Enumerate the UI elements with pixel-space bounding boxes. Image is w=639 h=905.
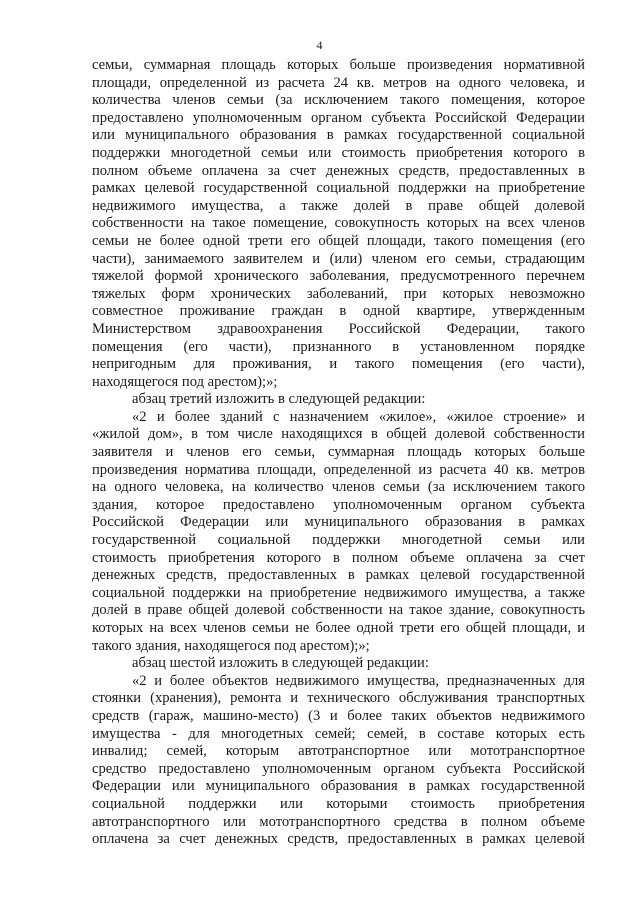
text-line: находящегося под арестом);»;	[92, 373, 278, 390]
text-line: стоимость приобретения которого в полном объеме оплачена за счет	[92, 549, 585, 566]
text-line: автотранспортного или мототранспортного средства в полном объеме	[92, 813, 585, 830]
text-line: абзац третий изложить в следующей редакции:	[132, 391, 426, 408]
text-line: оплачена за счет денежных средств, предоставленных в рамках целевой	[92, 831, 585, 848]
text-line: рамках целевой государственной социальной поддержки на приобретение	[92, 180, 585, 197]
text-line: недвижимого имущества, а также долей в праве общей долевой	[92, 197, 585, 214]
text-line: поддержки многодетной семьи или стоимость приобретения которого в	[92, 144, 585, 161]
text-line: долей в праве общей долевой собственности на такое здание, совокупность	[92, 602, 585, 619]
text-line: непригодным для проживания, и такого помещения (его части),	[92, 356, 585, 373]
text-line: площади, определенной из расчета 24 кв. метров на одного человека, и	[92, 74, 585, 91]
text-line: полном объеме оплачена за счет денежных средств, предоставленных в	[92, 162, 585, 179]
text-line: имущества - для многодетных семей; семей, в составе которых есть	[92, 725, 585, 742]
text-line: Федерации или муниципального образования в рамках государственной	[92, 778, 585, 795]
text-line: тяжелой формой хронического заболевания, предусмотренного перечнем	[92, 268, 585, 285]
text-line: количества членов семьи (за исключением такого помещения, которое	[92, 92, 585, 109]
text-line: предоставлено уполномоченным органом субъекта Российской Федерации	[92, 109, 585, 126]
text-line: «2 и более объектов недвижимого имущества, предназначенных для	[132, 672, 585, 689]
text-line: Российской Федерации или муниципального образования в рамках	[92, 514, 585, 531]
text-line: собственности на такое помещение, совокупность которых на всех членов	[92, 215, 585, 232]
text-line: помещения (его части), признанного в установленном порядке	[92, 338, 585, 355]
text-line: стоянки (хранения), ремонта и технического обслуживания транспортных	[92, 690, 585, 707]
text-line: денежных средств, предоставленных в рамках целевой государственной	[92, 567, 585, 584]
document-body	[92, 57, 585, 849]
text-line: средств (гараж, машино-место) (3 и более таких объектов недвижимого	[92, 707, 585, 724]
text-line: «жилой дом», в том числе находящихся в общей долевой собственности	[92, 426, 585, 443]
text-line: или муниципального образования в рамках государственной социальной	[92, 127, 585, 144]
text-line: абзац шестой изложить в следующей редакции:	[132, 655, 429, 672]
text-line: инвалид; семей, которым автотранспортное или мототранспортное	[92, 743, 585, 760]
text-line: государственной социальной поддержки многодетной семьи или	[92, 532, 585, 549]
text-line: здания, которое предоставлено уполномоченным органом субъекта	[92, 496, 585, 513]
page-number: 4	[316, 38, 323, 52]
text-line: совместное проживание граждан в одной квартире, утвержденным	[92, 303, 585, 320]
text-line: части), занимаемого заявителем и (или) членом его семьи, страдающим	[92, 250, 585, 267]
text-line: социальной поддержки или которыми стоимость приобретения	[92, 795, 585, 812]
text-line: Министерством здравоохранения Российской Федерации, такого	[92, 320, 585, 337]
text-line: семьи, суммарная площадь которых больше произведения нормативной	[92, 57, 585, 73]
text-line: произведения норматива площади, определенной из расчета 40 кв. метров	[92, 461, 585, 478]
text-line: социальной поддержки на приобретение недвижимого имущества, а также	[92, 584, 585, 601]
text-line: тяжелых форм хронических заболеваний, при которых невозможно	[92, 285, 585, 302]
text-line: такого здания, находящегося под арестом);»;	[92, 637, 370, 654]
text-line: на одного человека, на количество членов семьи (за исключением такого	[92, 479, 585, 496]
text-line: которых на всех членов семьи не более одной трети его общей площади, и	[92, 620, 585, 636]
text-line: средство предоставлено уполномоченным органом субъекта Российской	[92, 760, 585, 777]
text-line: семьи не более одной трети его общей площади, такого помещения (его	[92, 232, 585, 249]
text-line: заявителя и членов его семьи, суммарная площадь которых больше	[92, 444, 585, 461]
text-line: «2 и более зданий с назначением «жилое», «жилое строение» и	[132, 408, 585, 425]
